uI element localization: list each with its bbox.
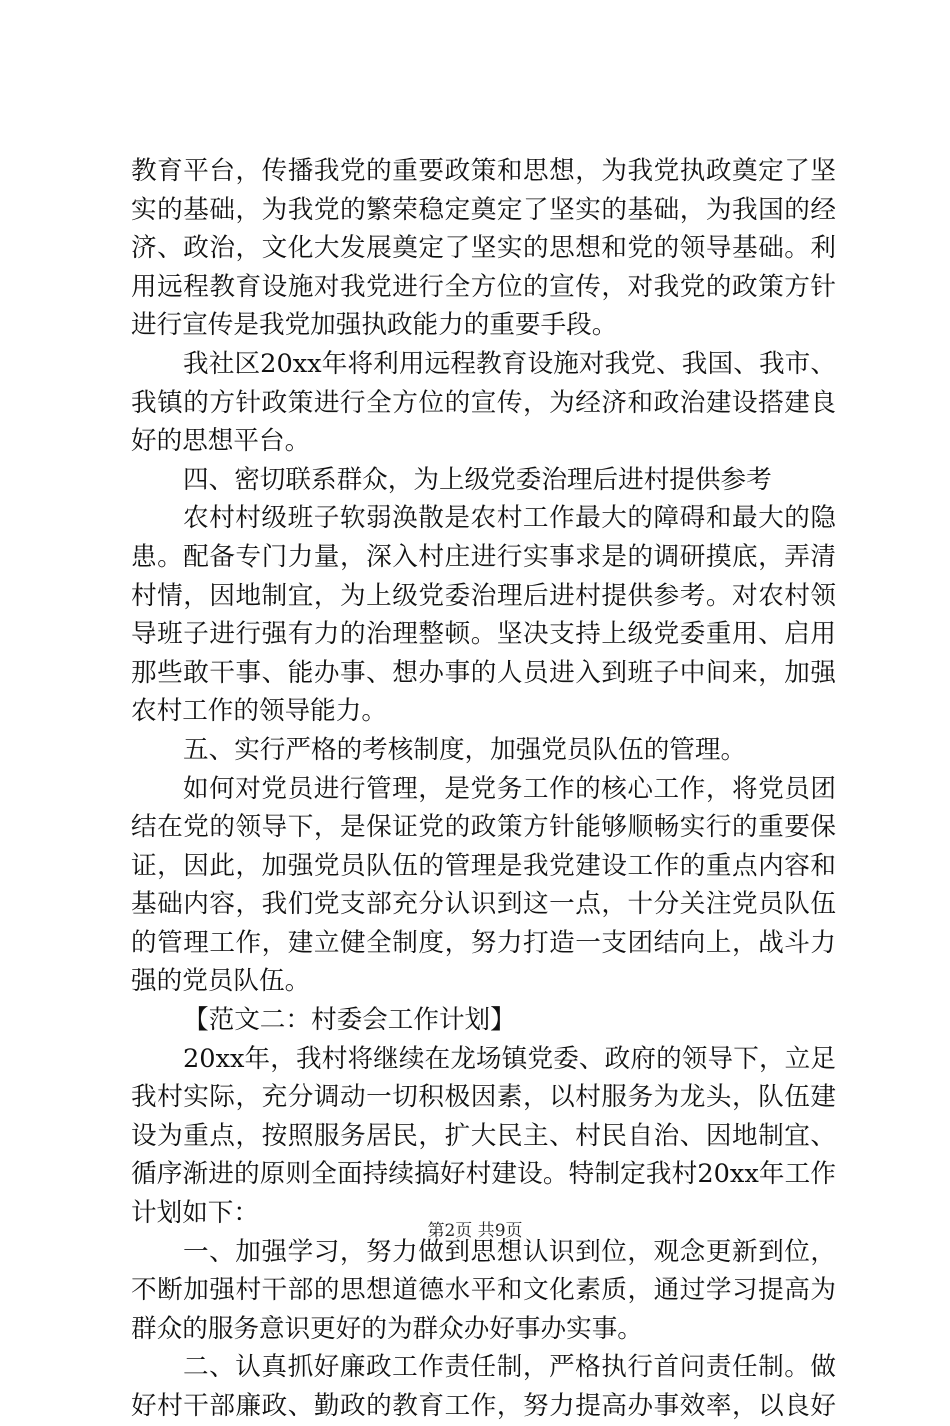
text-line: 患。配备专门力量，深入村庄进行实事求是的调研摸底，弄清: [131, 541, 836, 572]
text-line: 【范文二：村委会工作计划】: [183, 1005, 516, 1036]
text-line: 群众的服务意识更好的为群众办好事办实事。: [131, 1313, 643, 1344]
text-line: 不断加强村干部的思想道德水平和文化素质，通过学习提高为: [131, 1275, 836, 1306]
text-line: 设为重点，按照服务居民，扩大民主、村民自治、因地制宜、: [131, 1120, 836, 1151]
text-line: 强的党员队伍。: [131, 966, 311, 997]
text-line: 好的思想平台。: [131, 426, 311, 457]
text-line: 进行宣传是我党加强执政能力的重要手段。: [131, 310, 618, 341]
text-line: 用远程教育设施对我党进行全方位的宣传，对我党的政策方针: [131, 271, 836, 302]
text-line: 我村实际，充分调动一切积极因素，以村服务为龙头，队伍建: [131, 1082, 836, 1113]
text-line: 计划如下：: [131, 1198, 259, 1229]
text-line: 如何对党员进行管理，是党务工作的核心工作，将党员团: [183, 773, 836, 804]
text-line: 村情，因地制宜，为上级党委治理后进村提供参考。对农村领: [131, 580, 836, 611]
text-line: 教育平台，传播我党的重要政策和思想，为我党执政奠定了坚: [131, 156, 836, 186]
text-line: 证，因此，加强党员队伍的管理是我党建设工作的重点内容和: [131, 850, 836, 881]
text-line: 二、认真抓好廉政工作责任制，严格执行首问责任制。做: [183, 1352, 836, 1383]
text-line: 循序渐进的原则全面持续搞好村建设。特制定我村20xx年工作: [131, 1159, 836, 1190]
text-line: 济、政治，文化大发展奠定了坚实的思想和党的领导基础。利: [131, 233, 836, 264]
text-line: 基础内容，我们党支部充分认识到这一点，十分关注党员队伍: [131, 889, 836, 920]
text-line: 好村干部廉政、勤政的教育工作，努力提高办事效率，以良好: [131, 1391, 836, 1421]
page-indicator: 第2页 共9页: [427, 1221, 523, 1241]
text-line: 的管理工作，建立健全制度，努力打造一支团结向上，战斗力: [131, 927, 836, 958]
text-line: 五、实行严格的考核制度，加强党员队伍的管理。: [183, 734, 747, 765]
text-line: 那些敢干事、能办事、想办事的人员进入到班子中间来，加强: [131, 657, 836, 688]
text-line: 农村村级班子软弱涣散是农村工作最大的障碍和最大的隐: [183, 503, 836, 534]
text-line: 结在党的领导下，是保证党的政策方针能够顺畅实行的重要保: [131, 812, 836, 843]
text-line: 我社区20xx年将利用远程教育设施对我党、我国、我市、: [183, 348, 836, 379]
text-line: 20xx年，我村将继续在龙场镇党委、政府的领导下，立足: [183, 1043, 836, 1074]
text-line: 一、加强学习，努力做到思想认识到位，观念更新到位，: [183, 1236, 836, 1267]
text-line: 四、密切联系群众，为上级党委治理后进村提供参考: [183, 464, 772, 495]
text-line: 我镇的方针政策进行全方位的宣传，为经济和政治建设搭建良: [131, 387, 836, 418]
text-line: 农村工作的领导能力。: [131, 696, 387, 727]
page-footer: [0, 1216, 950, 1241]
text-line: 实的基础，为我党的繁荣稳定奠定了坚实的基础，为我国的经: [131, 194, 836, 225]
text-line: 导班子进行强有力的治理整顿。坚决支持上级党委重用、启用: [131, 619, 836, 650]
